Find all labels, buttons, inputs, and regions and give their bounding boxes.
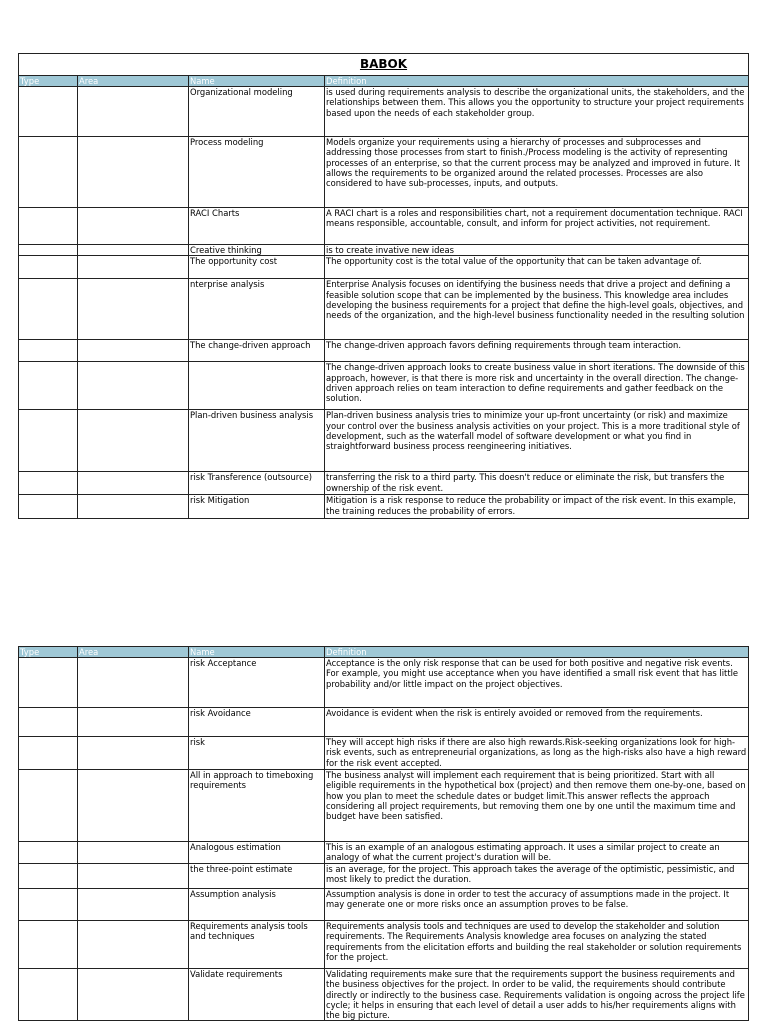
header-row: [19, 647, 749, 658]
table-row: [19, 842, 749, 864]
col-header-name: Name: [189, 647, 325, 658]
definition-cell: Assumption analysis is done in order to test the accuracy of assumptions made in the project. It may generate one or more risks once an assumption proves to be false.: [325, 889, 749, 921]
table-row: [19, 770, 749, 842]
col-header-type: Type: [19, 647, 78, 658]
table-row: [19, 708, 749, 737]
name-cell: The opportunity cost: [189, 256, 325, 279]
name-cell: The change-driven approach: [189, 340, 325, 362]
definition-cell: is an average, for the project. This approach takes the average of the optimistic, pessimistic, and most likely to predict the duration.: [325, 864, 749, 889]
table-row: [19, 921, 749, 969]
area-cell: [78, 208, 189, 245]
type-cell: [19, 87, 78, 137]
name-cell: risk Acceptance: [189, 658, 325, 708]
table-row: [19, 889, 749, 921]
name-cell: Plan-driven business analysis: [189, 410, 325, 472]
definition-cell: The business analyst will implement each requirement that is being prioritized. Start with all eligible requirements in the hypothetical box (project) and then remove them one-by-one, based on how you plan to meet the schedule dates or budget limit.This answer reflects the approach considering all project requirements, but removing them one by one until the maximum time and budget have been satisfied.: [325, 770, 749, 842]
definition-cell: A RACI chart is a roles and responsibilities chart, not a requirement documentation technique. RACI means responsible, accountable, consult, and inform for project activities, not requirement.: [325, 208, 749, 245]
type-cell: [19, 495, 78, 519]
area-cell: [78, 969, 189, 1021]
area-cell: [78, 137, 189, 208]
type-cell: [19, 472, 78, 495]
table-row: [19, 864, 749, 889]
sheet-title: BABOK: [19, 54, 749, 76]
definition-cell: Models organize your requirements using a hierarchy of processes and subprocesses and addressing those processes from start to finish./Process modeling is the activity of representing processes of an enterprise, so that the current process may be analyzed and improved in future. It allows the requirements to be organized around the related processes. Processes are also considered to have sub-processes, inputs, and outputs.: [325, 137, 749, 208]
name-cell: Validate requirements: [189, 969, 325, 1021]
area-cell: [78, 889, 189, 921]
area-cell: [78, 495, 189, 519]
table-row: [19, 472, 749, 495]
name-cell: risk Avoidance: [189, 708, 325, 737]
name-cell: Assumption analysis: [189, 889, 325, 921]
area-cell: [78, 708, 189, 737]
babok-table-1: [18, 53, 749, 519]
col-header-name: Name: [189, 76, 325, 87]
area-cell: [78, 864, 189, 889]
area-cell: [78, 410, 189, 472]
definition-cell: Validating requirements make sure that the requirements support the business requirements and the business objectives for the project. In order to be valid, the requirements should contribute directly or indirectly to the business case. Requirements validation is ongoing across the project life cycle; it helps in ensuring that each level of detail a user adds to his/her requirements aligns with the big picture.: [325, 969, 749, 1021]
name-cell: [189, 362, 325, 410]
name-cell: Creative thinking: [189, 245, 325, 256]
table-row: [19, 256, 749, 279]
type-cell: [19, 340, 78, 362]
definition-cell: Requirements analysis tools and techniques are used to develop the stakeholder and solution requirements. The Requirements Analysis knowledge area focuses on analyzing the stated requirements from the elicitation efforts and building the real stakeholder or solution requirements for the project.: [325, 921, 749, 969]
definition-cell: transferring the risk to a third party. This doesn't reduce or eliminate the risk, but transfers the ownership of the risk event.: [325, 472, 749, 495]
type-cell: [19, 842, 78, 864]
type-cell: [19, 245, 78, 256]
definition-cell: Avoidance is evident when the risk is entirely avoided or removed from the requirements.: [325, 708, 749, 737]
name-cell: All in approach to timeboxing requirements: [189, 770, 325, 842]
type-cell: [19, 969, 78, 1021]
table-row: [19, 279, 749, 340]
area-cell: [78, 245, 189, 256]
name-cell: risk: [189, 737, 325, 770]
definition-cell: Mitigation is a risk response to reduce the probability or impact of the risk event. In this example, the training reduces the probability of errors.: [325, 495, 749, 519]
type-cell: [19, 889, 78, 921]
table-row: [19, 362, 749, 410]
table-row: [19, 137, 749, 208]
definition-cell: Plan-driven business analysis tries to minimize your up-front uncertainty (or risk) and maximize your control over the business analysis activities on your project. This is a more traditional style of development, such as the waterfall model of software development or what you find in straightforward business process reengineering initiatives.: [325, 410, 749, 472]
name-cell: the three-point estimate: [189, 864, 325, 889]
definition-cell: Acceptance is the only risk response that can be used for both positive and negative risk events. For example, you might use acceptance when you have identified a small risk event that has little probability and/or little impact on the project objectives.: [325, 658, 749, 708]
area-cell: [78, 362, 189, 410]
area-cell: [78, 256, 189, 279]
type-cell: [19, 708, 78, 737]
type-cell: [19, 137, 78, 208]
area-cell: [78, 340, 189, 362]
name-cell: nterprise analysis: [189, 279, 325, 340]
col-header-definition: Definition: [325, 647, 749, 658]
area-cell: [78, 921, 189, 969]
table-row: [19, 245, 749, 256]
definition-cell: The opportunity cost is the total value of the opportunity that can be taken advantage of.: [325, 256, 749, 279]
type-cell: [19, 864, 78, 889]
table-row: [19, 495, 749, 519]
type-cell: [19, 256, 78, 279]
type-cell: [19, 770, 78, 842]
definition-cell: Enterprise Analysis focuses on identifying the business needs that drive a project and defining a feasible solution scope that can be implemented by the business. This knowledge area includes developing the business requirements for a project that define the high-level goals, objectives, and needs of the organization, and the high-level business functionality needed in the resulting solution: [325, 279, 749, 340]
type-cell: [19, 279, 78, 340]
area-cell: [78, 658, 189, 708]
table-row: [19, 658, 749, 708]
name-cell: Organizational modeling: [189, 87, 325, 137]
name-cell: RACI Charts: [189, 208, 325, 245]
table-row: [19, 737, 749, 770]
header-row: [19, 76, 749, 87]
area-cell: [78, 87, 189, 137]
type-cell: [19, 362, 78, 410]
type-cell: [19, 658, 78, 708]
definition-cell: They will accept high risks if there are also high rewards.Risk-seeking organizations look for high-risk events, such as entrepreneurial organizations, as long as the high-risks also have a high reward for the risk event accepted.: [325, 737, 749, 770]
area-cell: [78, 279, 189, 340]
area-cell: [78, 737, 189, 770]
definition-cell: This is an example of an analogous estimating approach. It uses a similar project to create an analogy of what the current project's duration will be.: [325, 842, 749, 864]
col-header-area: Area: [78, 647, 189, 658]
area-cell: [78, 770, 189, 842]
type-cell: [19, 737, 78, 770]
table-row: [19, 969, 749, 1021]
table-row: [19, 208, 749, 245]
col-header-area: Area: [78, 76, 189, 87]
type-cell: [19, 921, 78, 969]
definition-cell: is used during requirements analysis to describe the organizational units, the stakeholders, and the relationships between them. This allows you the opportunity to structure your project requirements based upon the needs of each stakeholder group.: [325, 87, 749, 137]
table-row: [19, 87, 749, 137]
table-row: [19, 410, 749, 472]
area-cell: [78, 472, 189, 495]
name-cell: risk Transference (outsource): [189, 472, 325, 495]
definition-cell: The change-driven approach looks to create business value in short iterations. The downside of this approach, however, is that there is more risk and uncertainty in the overall direction. The change-driven approach relies on team interaction to define requirements and gather feedback on the solution.: [325, 362, 749, 410]
definition-cell: The change-driven approach favors defining requirements through team interaction.: [325, 340, 749, 362]
babok-table-2: [18, 646, 749, 1021]
name-cell: Analogous estimation: [189, 842, 325, 864]
name-cell: Requirements analysis tools and techniques: [189, 921, 325, 969]
area-cell: [78, 842, 189, 864]
type-cell: [19, 410, 78, 472]
type-cell: [19, 208, 78, 245]
col-header-type: Type: [19, 76, 78, 87]
col-header-definition: Definition: [325, 76, 749, 87]
definition-cell: is to create invative new ideas: [325, 245, 749, 256]
table-row: [19, 340, 749, 362]
name-cell: risk Mitigation: [189, 495, 325, 519]
name-cell: Process modeling: [189, 137, 325, 208]
